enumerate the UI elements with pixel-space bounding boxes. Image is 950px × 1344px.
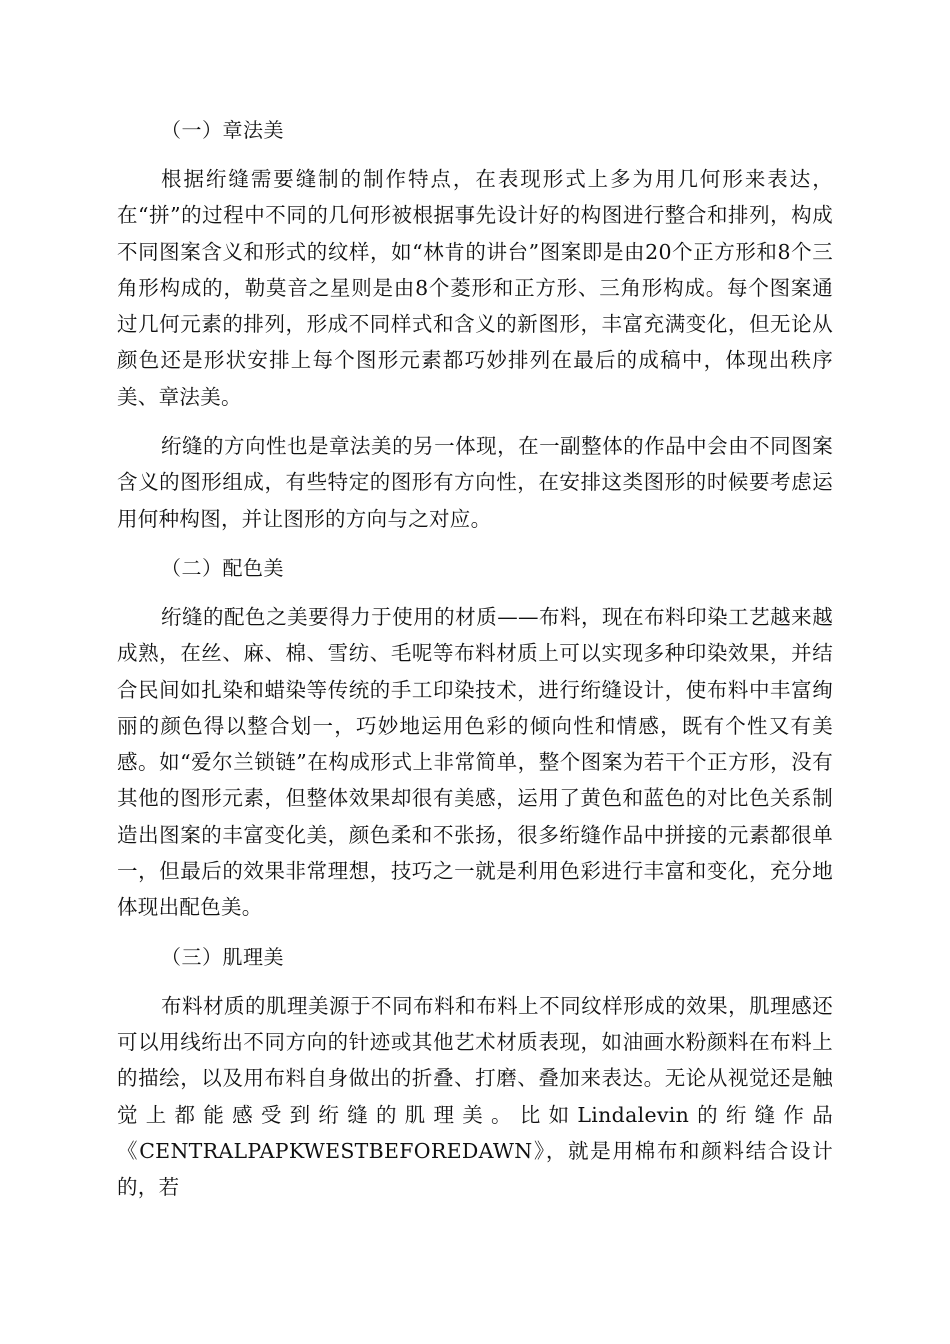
paragraph-texture-1: 布料材质的肌理美源于不同布料和布料上不同纹样形成的效果，肌理感还可以用线绗出不同方向的针迹或其他艺术材质表现，如油画水粉颜料在布料上的描绘，以及用布料自身做出的折叠、打磨、叠加来表达。无论从视觉还是触觉上都能感受到绗缝的肌理美。比如Lindalevin的绗缝作品《CENTRALPAPKWESTBEFOREDAWN》，就是用棉布和颜料结合设计的，若 [117, 993, 833, 1200]
section-heading-color: （二）配色美 [161, 555, 284, 580]
section-heading-texture: （三）肌理美 [161, 944, 284, 969]
paragraph-composition-2: 绗缝的方向性也是章法美的另一体现，在一副整体的作品中会由不同图案含义的图形组成，有些特定的图形有方向性，在安排这类图形的时候要考虑运用何种构图，并让图形的方向与之对应。 [117, 434, 833, 531]
paragraph-composition-1: 根据绗缝需要缝制的制作特点，在表现形式上多为用几何形来表达，在“拼”的过程中不同的几何形被根据事先设计好的构图进行整合和排列，构成不同图案含义和形式的纹样，如“林肯的讲台”图案即是由20个正方形和8个三角形构成的，勒莫音之星则是由8个菱形和正方形、三角形构成。每个图案通过几何元素的排列，形成不同样式和含义的新图形，丰富充满变化，但无论从颜色还是形状安排上每个图形元素都巧妙排列在最后的成稿中，体现出秩序美、章法美。 [117, 167, 833, 409]
paragraph-color-1: 绗缝的配色之美要得力于使用的材质——布料，现在布料印染工艺越来越成熟，在丝、麻、棉、雪纺、毛呢等布料材质上可以实现多种印染效果，并结合民间如扎染和蜡染等传统的手工印染技术，进行绗缝设计，使布料中丰富绚丽的颜色得以整合划一，巧妙地运用色彩的倾向性和情感，既有个性又有美感。如“爱尔兰锁链”在构成形式上非常简单，整个图案为若干个正方形，没有其他的图形元素，但整体效果却很有美感，运用了黄色和蓝色的对比色关系制造出图案的丰富变化美，颜色柔和不张扬，很多绗缝作品中拼接的元素都很单一，但最后的效果非常理想，技巧之一就是利用色彩进行丰富和变化，充分地体现出配色美。 [117, 604, 833, 920]
document-body [117, 112, 833, 1218]
section-heading-composition: （一）章法美 [161, 118, 284, 142]
